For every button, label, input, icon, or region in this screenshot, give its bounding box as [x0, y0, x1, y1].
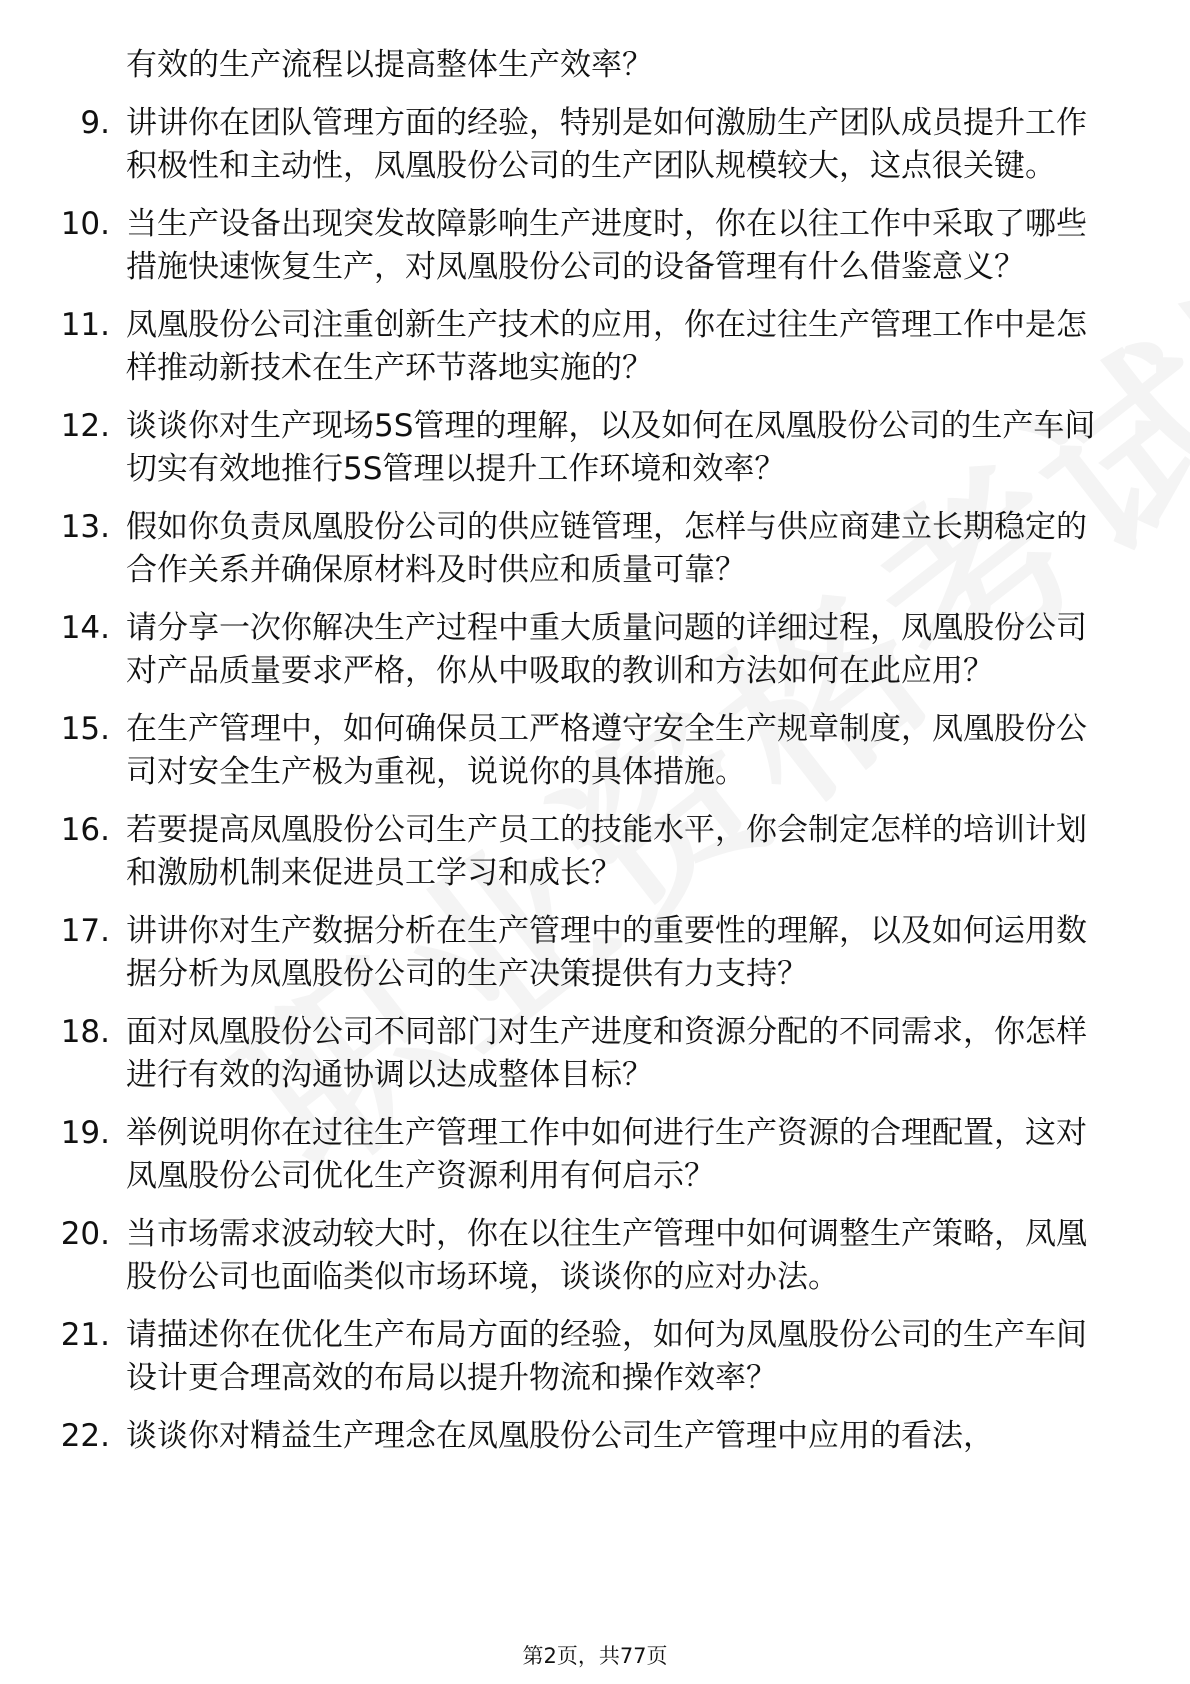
question-number: 11. — [60, 307, 110, 343]
question-text: 谈谈你对精益生产理念在凤凰股份公司生产管理中应用的看法， — [126, 1418, 994, 1454]
question-text: 举例说明你在过往生产管理工作中如何进行生产资源的合理配置，这对凤凰股份公司优化生产资源利用有何启示？ — [126, 1115, 1087, 1194]
question-text: 若要提高凤凰股份公司生产员工的技能水平，你会制定怎样的培训计划和激励机制来促进员工学习和成长？ — [126, 812, 1087, 891]
question-item — [60, 1213, 1116, 1299]
question-text: 请分享一次你解决生产过程中重大质量问题的详细过程，凤凰股份公司对产品质量要求严格，你从中吸取的教训和方法如何在此应用？ — [126, 610, 1087, 689]
question-text: 在生产管理中，如何确保员工严格遵守安全生产规章制度，凤凰股份公司对安全生产极为重视，说说你的具体措施。 — [126, 711, 1087, 790]
question-item — [60, 1415, 1116, 1458]
question-number: 17. — [60, 913, 110, 949]
question-number: 18. — [60, 1014, 110, 1050]
question-text: 当市场需求波动较大时，你在以往生产管理中如何调整生产策略，凤凰股份公司也面临类似市场环境，谈谈你的应对办法。 — [126, 1216, 1087, 1295]
question-text: 当生产设备出现突发故障影响生产进度时，你在以往工作中采取了哪些措施快速恢复生产，对凤凰股份公司的设备管理有什么借鉴意义？ — [126, 206, 1087, 285]
question-text: 谈谈你对生产现场5S管理的理解，以及如何在凤凰股份公司的生产车间切实有效地推行5S管理以提升工作环境和效率？ — [126, 408, 1096, 487]
question-item — [60, 910, 1116, 996]
question-item — [60, 405, 1116, 491]
question-item — [80, 102, 1116, 188]
question-number: 19. — [60, 1115, 110, 1151]
question-item — [60, 506, 1116, 592]
question-number: 9. — [80, 105, 110, 141]
question-item — [60, 304, 1116, 390]
question-text: 凤凰股份公司注重创新生产技术的应用，你在过往生产管理工作中是怎样推动新技术在生产环节落地实施的？ — [126, 307, 1087, 386]
question-item — [60, 607, 1116, 693]
question-item — [60, 1112, 1116, 1198]
question-number: 14. — [60, 610, 110, 646]
question-text: 请描述你在优化生产布局方面的经验，如何为凤凰股份公司的生产车间设计更合理高效的布局以提升物流和操作效率？ — [126, 1317, 1087, 1396]
question-item — [60, 203, 1116, 289]
question-number: 16. — [60, 812, 110, 848]
question-continuation: 有效的生产流程以提高整体生产效率？ — [126, 47, 653, 83]
question-text: 讲讲你在团队管理方面的经验，特别是如何激励生产团队成员提升工作积极性和主动性，凤凰股份公司的生产团队规模较大，这点很关键。 — [126, 105, 1087, 184]
question-number: 13. — [60, 509, 110, 545]
question-number: 22. — [60, 1418, 110, 1454]
question-list — [0, 44, 1190, 1473]
question-number: 15. — [60, 711, 110, 747]
page-number: 第2页，共77页 — [522, 1644, 668, 1668]
question-item — [60, 809, 1116, 895]
question-item — [60, 708, 1116, 794]
question-text: 讲讲你对生产数据分析在生产管理中的重要性的理解，以及如何运用数据分析为凤凰股份公司的生产决策提供有力支持？ — [126, 913, 1087, 992]
question-text: 假如你负责凤凰股份公司的供应链管理，怎样与供应商建立长期稳定的合作关系并确保原材料及时供应和质量可靠？ — [126, 509, 1087, 588]
question-number: 20. — [60, 1216, 110, 1252]
question-text: 面对凤凰股份公司不同部门对生产进度和资源分配的不同需求，你怎样进行有效的沟通协调以达成整体目标？ — [126, 1014, 1087, 1093]
question-number: 10. — [60, 206, 110, 242]
question-item — [60, 1011, 1116, 1097]
question-number: 12. — [60, 408, 110, 444]
question-number: 21. — [60, 1317, 110, 1353]
question-item — [60, 1314, 1116, 1400]
